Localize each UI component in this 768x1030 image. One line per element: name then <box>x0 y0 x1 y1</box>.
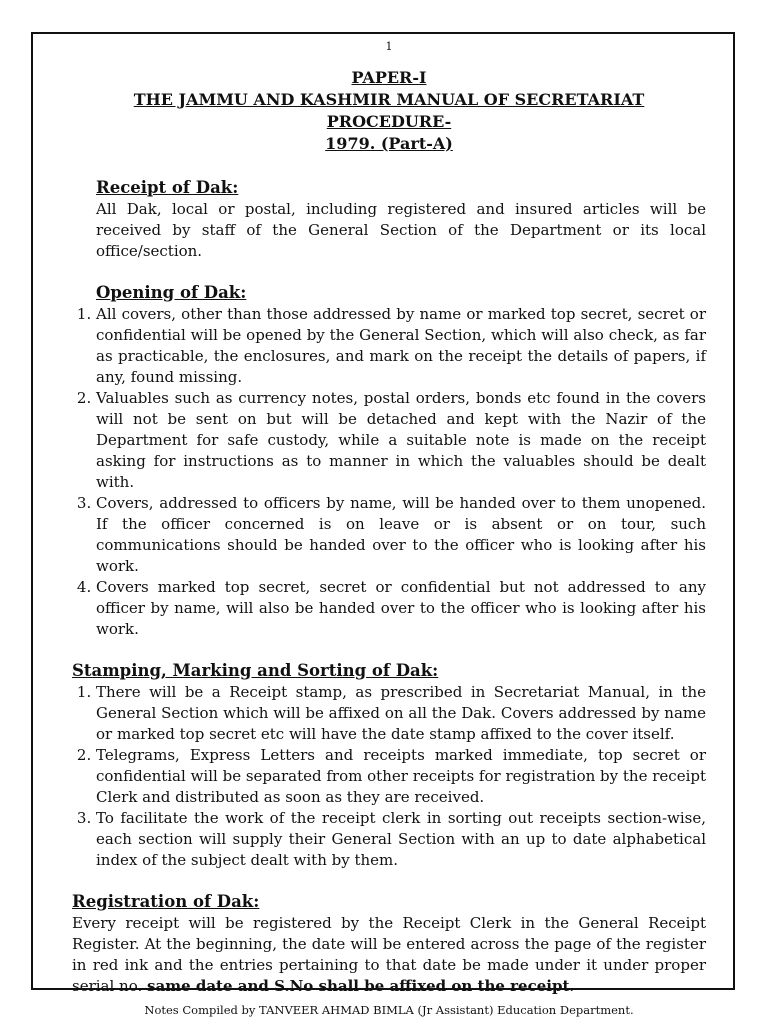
section-opening <box>72 282 706 640</box>
section-stamping <box>72 660 706 871</box>
title-paper: PAPER-I <box>351 68 427 87</box>
heading-registration: Registration of Dak: <box>72 892 260 911</box>
list-item: 3. To facilitate the work of the receipt clerk in sorting out receipts section-wise, each section will supply their General Section with an up to date alphabetical index of the subject dealt with by them. <box>96 808 706 871</box>
opening-list <box>72 304 706 640</box>
receipt-text: All Dak, local or postal, including registered and insured articles will be received by staff of the General Section of the Department or its local office/section. <box>96 200 706 260</box>
heading-opening: Opening of Dak: <box>96 283 247 302</box>
registration-bold: same date and S.No shall be affixed on the receipt <box>147 977 570 995</box>
document-body <box>72 40 706 1030</box>
list-item: 3. Covers, addressed to officers by name, will be handed over to them unopened. If the officer concerned is on leave or is absent or on tour, such communications should be handed over to the officer who is looking after his work. <box>96 493 706 577</box>
section-registration <box>72 891 706 997</box>
registration-text <box>72 913 706 997</box>
list-item: 1. There will be a Receipt stamp, as prescribed in Secretariat Manual, in the General Section which will be affixed on all the Dak. Covers addressed by name or marked top secret etc will have the date stamp affixed to the cover itself. <box>96 682 706 745</box>
list-item: 2. Valuables such as currency notes, postal orders, bonds etc found in the covers will not be sent on but will be detached and kept with the Nazir of the Department for safe custody, while a suitable note is made on the receipt asking for instructions as to manner in which the valuables should be dealt with. <box>96 388 706 493</box>
title-year: 1979. (Part-A) <box>325 134 453 153</box>
registration-body: Every receipt will be registered by the Receipt Clerk in the General Receipt Register. At the beginning, the date will be entered across the page of the register in red ink and the entries pertaining to that date be made under it under proper serial no. <box>72 914 706 995</box>
footer-note: Notes Compiled by TANVEER AHMAD BIMLA (Jr Assistant) Education Department. <box>144 1003 634 1017</box>
heading-receipt: Receipt of Dak: <box>96 178 239 197</box>
title-manual: THE JAMMU AND KASHMIR MANUAL OF SECRETARIAT PROCEDURE- <box>133 90 645 131</box>
list-item: 4. Covers marked top secret, secret or confidential but not addressed to any officer by name, will also be handed over to the officer who is looking after his work. <box>96 577 706 640</box>
section-receipt <box>72 177 706 262</box>
list-item: 1. All covers, other than those addressed by name or marked top secret, secret or confidential will be opened by the General Section, which will also check, as far as practicable, the enclosures, and mark on the receipt the details of papers, if any, found missing. <box>96 304 706 388</box>
stamping-list <box>72 682 706 871</box>
registration-end: . <box>569 977 575 995</box>
page-number: 1 <box>385 40 393 53</box>
heading-stamping: Stamping, Marking and Sorting of Dak: <box>72 661 439 680</box>
list-item: 2. Telegrams, Express Letters and receipts marked immediate, top secret or confidential will be separated from other receipts for registration by the receipt Clerk and distributed as soon as they are received. <box>96 745 706 808</box>
